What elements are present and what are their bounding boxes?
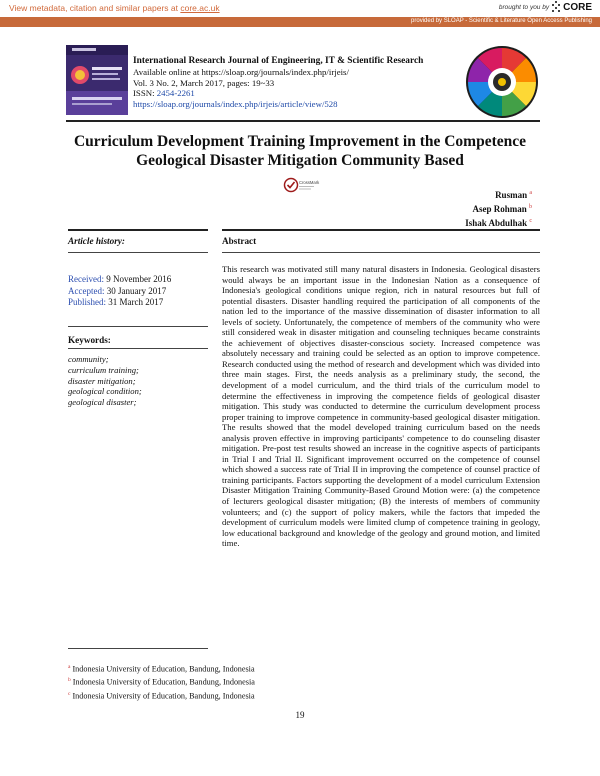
- abstract-heading-rule: [222, 252, 540, 253]
- core-brand-name: CORE: [563, 2, 592, 13]
- keywords-top-rule: [68, 326, 208, 327]
- core-top-bar: [0, 0, 600, 18]
- core-provider-band: [0, 17, 600, 27]
- footnote-text: Indonesia University of Education, Bandung, Indonesia: [72, 678, 255, 688]
- journal-cover-image: [66, 45, 128, 115]
- footnote-item: [68, 689, 255, 702]
- author-affiliation-mark: b: [529, 204, 532, 210]
- issn-link[interactable]: 2454-2261: [156, 88, 195, 99]
- journal-volume: Vol. 3 No. 2, March 2017, pages: 19~33: [133, 77, 275, 88]
- keywords-heading-rule: [68, 348, 208, 349]
- paper-title-line-2: Geological Disaster Mitigation Community Based: [136, 152, 464, 169]
- published-label: Published:: [68, 297, 107, 308]
- author-name: Ishak Abdulhak: [465, 218, 528, 228]
- abstract-heading: Abstract: [222, 236, 257, 246]
- article-url[interactable]: https://sloap.org/journals/index.php/irjeis/article/view/528: [133, 99, 338, 110]
- journal-issn: [133, 88, 423, 99]
- author-name: Rusman: [495, 190, 528, 200]
- footnote-item: [68, 662, 255, 675]
- crossmark-label: CrossMark: [299, 180, 320, 185]
- keyword-item: geological disaster;: [68, 397, 137, 408]
- footnote-rule: [68, 648, 208, 649]
- author-list: [465, 187, 532, 229]
- author-entry: [465, 215, 532, 229]
- core-link-prefix: View metadata, citation and similar papers at: [9, 3, 181, 13]
- author-affiliation-mark: c: [529, 218, 532, 224]
- keyword-item: disaster mitigation;: [68, 375, 136, 386]
- article-history: [68, 274, 171, 309]
- footnote-mark: a: [68, 664, 71, 670]
- brought-by-text: brought to you by: [498, 4, 550, 11]
- page-number: 19: [295, 710, 305, 720]
- journal-name: International Research Journal of Engineering, IT & Scientific Research: [133, 56, 424, 66]
- journal-logo-wheel: [464, 44, 540, 120]
- provided-by-text: provided by SLOAP - Scientific & Literature Open Access Publishing: [411, 18, 592, 24]
- footnote-mark: b: [68, 677, 71, 684]
- core-metadata-link[interactable]: [9, 3, 220, 13]
- header-divider: [66, 120, 540, 122]
- footnote-mark: c: [68, 690, 71, 697]
- keyword-item: curriculum training;: [68, 364, 139, 375]
- core-link-domain[interactable]: core.ac.uk: [180, 3, 220, 13]
- footnote-text: Indonesia University of Education, Bandung, Indonesia: [72, 664, 255, 674]
- article-history-heading: Article history:: [68, 236, 125, 246]
- footnote-item: [68, 675, 255, 688]
- published-date: 31 March 2017: [108, 297, 164, 308]
- paper-title: [40, 132, 560, 170]
- available-prefix: Available online at: [133, 66, 202, 77]
- issn-label: ISSN:: [133, 88, 157, 99]
- journal-url[interactable]: https://sloap.org/journals/index.php/irjeis/: [201, 66, 349, 77]
- core-logo-icon: [552, 1, 561, 13]
- author-entry: [465, 201, 532, 215]
- author-name: Asep Rohman: [472, 204, 527, 214]
- received-label: Received:: [68, 274, 104, 284]
- left-column-top-rule: [68, 229, 208, 231]
- history-received: [68, 274, 171, 286]
- accepted-date: 30 January 2017: [106, 285, 167, 296]
- right-column-top-rule: [222, 229, 540, 231]
- accepted-label: Accepted:: [68, 285, 105, 296]
- core-brand[interactable]: [499, 1, 592, 13]
- history-accepted: [68, 286, 171, 298]
- affiliation-footnotes: [68, 662, 255, 702]
- core-logo: [552, 1, 592, 13]
- journal-info-block: [133, 56, 423, 110]
- left-history-rule: [68, 252, 208, 253]
- received-date: 9 November 2016: [106, 274, 172, 284]
- footnote-text: Indonesia University of Education, Bandung, Indonesia: [72, 691, 255, 701]
- keywords-list: [68, 354, 142, 408]
- author-entry: [465, 187, 532, 201]
- keyword-item: geological condition;: [68, 386, 142, 397]
- paper-title-line-1: Curriculum Development Training Improvement in the Competence: [73, 133, 527, 150]
- abstract-body: This research was motivated still many natural disasters in Indonesia. Geological disasters would always be an important issue in the Indonesian Nation as a consequence of Indonesia's geological conditions unique region, rich in natural resources but full of potential disasters. Disaster handling required the participation of all components of the nation led to the importance of the massive dissemination of disaster information to all levels of society. Unfortunately, the competence of members of the community who were still considered weak in disaster mitigation and counseling techniques became constraints the achievement of objectives disaster-conscious society. Increased competence was absolutely necessary and training could be selected as an option to improve competence. Research conducted using the method of research and development which was divided into three main stages. First, the needs analysis as a preliminary study, the second, the development of a model curriculum, and the third trials of the curriculum model to determine the effectiveness in improving the competence fields of geological disaster mitigation. This study was conducted to determine the curriculum development process proper training to improve competence in community-based geological disaster mitigation. The results showed that the model developed training curriculum based on the needs analysis proven effective in improving participants' competence to do counseling disaster mitigation. Pre-post test results showed an increase in the cognitive aspects of participants in Trial I and Trial II. Significant improvement occurred on the competence of counsel which showed a success rate of Trial II in improving the competence of counsel practice of training participants. Factors supporting the development of a model curriculum Extension Disaster Mitigation Training Community-Based Ground Motion were: (a) the competence of lecturers geological disaster mitigation; (B) the interests of members of community volunteers; and (c) the support of policy makers, while the factors that impeded the development of curriculum models were limited clump of competence training in geology, low educational background and knowledge of the geology and ground motion, and limited time.: [222, 264, 540, 549]
- history-published: [68, 297, 171, 309]
- keyword-item: community;: [68, 354, 109, 364]
- author-affiliation-mark: a: [529, 190, 532, 196]
- crossmark-badge[interactable]: [283, 176, 320, 194]
- keywords-heading: Keywords:: [68, 335, 111, 345]
- journal-availability: [133, 67, 423, 78]
